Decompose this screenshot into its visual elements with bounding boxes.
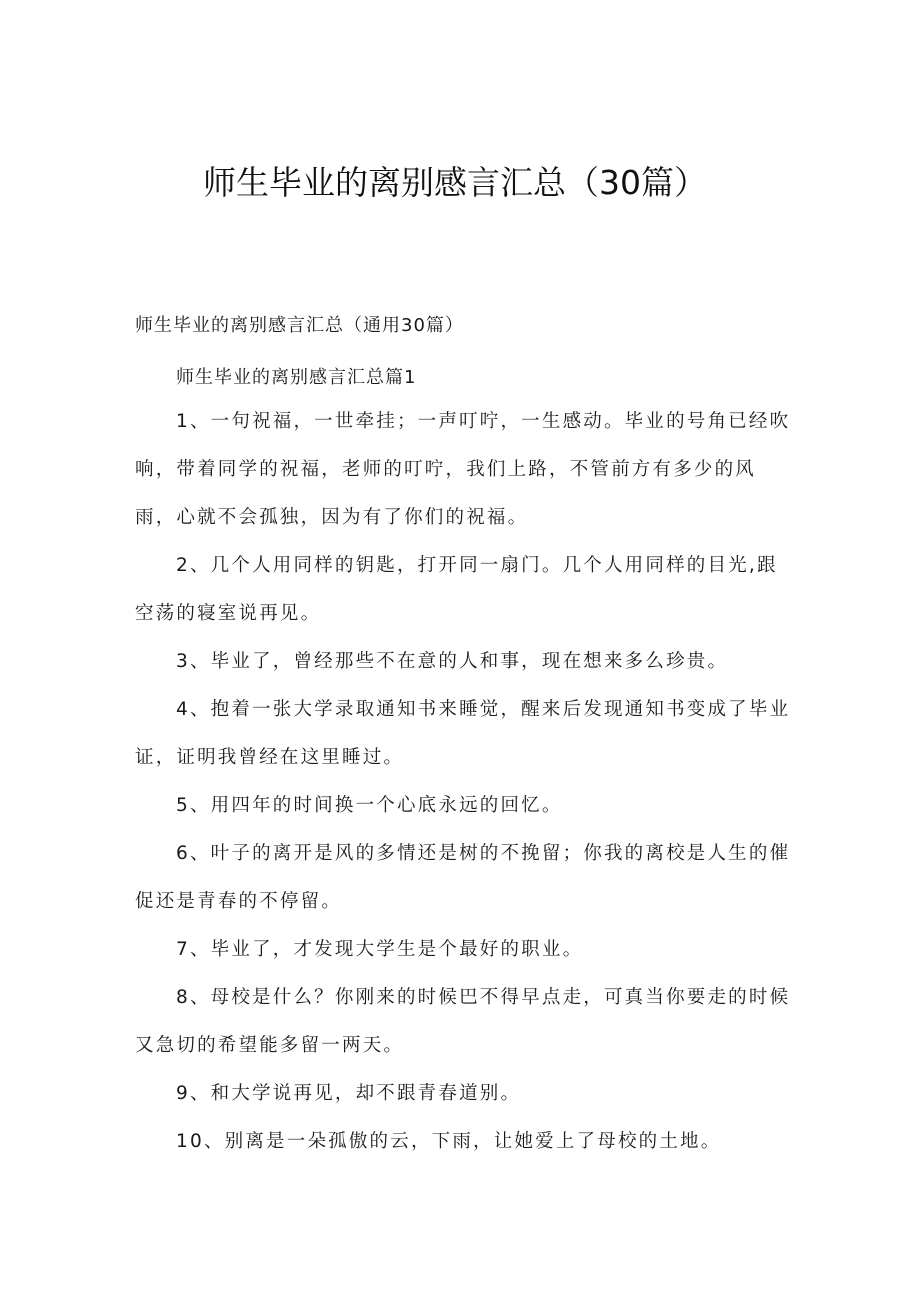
- paragraph-6: 6、叶子的离开是风的多情还是树的不挽留；你我的离校是人生的催促还是青春的不停留。: [135, 843, 791, 912]
- paragraph-1: 1、一句祝福，一世牵挂；一声叮咛，一生感动。毕业的号角已经吹响，带着同学的祝福，老师的叮咛，我们上路，不管前方有多少的风雨，心就不会孤独，因为有了你们的祝福。: [135, 411, 791, 528]
- paragraph-8: 8、母校是什么？你刚来的时候巴不得早点走，可真当你要走的时候又急切的希望能多留一两天。: [135, 987, 791, 1056]
- section-heading: 师生毕业的离别感言汇总篇1: [176, 367, 417, 388]
- paragraph-2: 2、几个人用同样的钥匙，打开同一扇门。几个人用同样的目光,跟空荡的寝室说再见。: [135, 555, 778, 624]
- paragraph-10: 10、别离是一朵孤傲的云，下雨，让她爱上了母校的土地。: [176, 1131, 722, 1152]
- paragraph-4: 4、抱着一张大学录取通知书来睡觉，醒来后发现通知书变成了毕业证，证明我曾经在这里睡过。: [135, 699, 791, 768]
- paragraph-9: 9、和大学说再见，却不跟青春道别。: [176, 1083, 522, 1104]
- paragraph-3: 3、毕业了，曾经那些不在意的人和事，现在想来多么珍贵。: [176, 651, 729, 672]
- paragraph-7: 7、毕业了，才发现大学生是个最好的职业。: [176, 939, 584, 960]
- document-subtitle: 师生毕业的离别感言汇总（通用30篇）: [135, 315, 464, 336]
- document-title: 师生毕业的离别感言汇总（30篇）: [203, 163, 707, 202]
- paragraph-5: 5、用四年的时间换一个心底永远的回忆。: [176, 795, 563, 816]
- paragraph-list: [135, 398, 795, 1166]
